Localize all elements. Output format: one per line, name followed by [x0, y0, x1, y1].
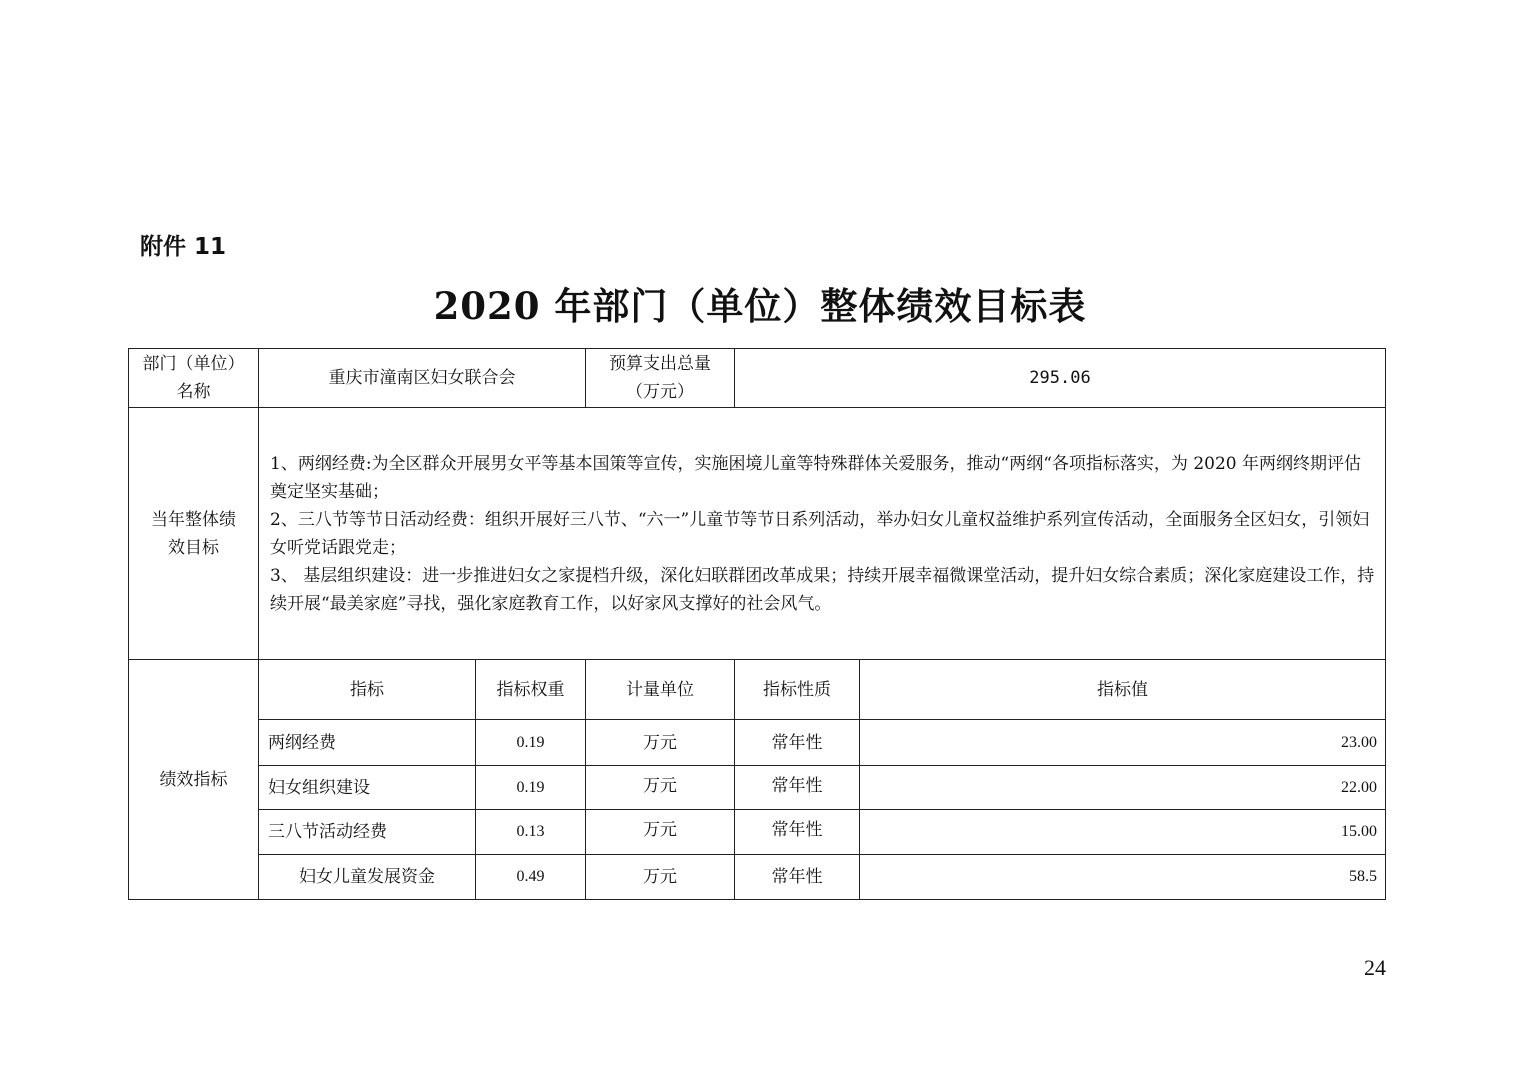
indicator-name: 两纲经费 — [259, 720, 476, 766]
budget-label — [586, 349, 735, 408]
indicator-unit: 万元 — [586, 720, 735, 766]
indicator-weight: 0.19 — [476, 766, 586, 810]
table-row — [129, 855, 1386, 900]
dept-label-line1: 部门（单位） — [142, 354, 245, 374]
goal-item-2: 2、三八节等节日活动经费：组织开展好三八节、“六一”儿童节等节日系列活动，举办妇女儿童权益维护系列宣传活动，全面服务全区妇女，引领妇女听党话跟党走； — [270, 509, 1370, 558]
indicators-section-label: 绩效指标 — [129, 660, 259, 900]
indicator-weight: 0.13 — [476, 810, 586, 855]
budget-label-line2: （万元） — [626, 382, 694, 402]
attachment-label: 附件 11 — [140, 234, 227, 260]
document-title: 2020 年部门（单位）整体绩效目标表 — [433, 284, 1087, 328]
budget-value — [735, 349, 1386, 408]
goals-label-line2: 效目标 — [168, 537, 219, 558]
indicator-value: 58.5 — [860, 855, 1386, 900]
indicator-nature: 常年性 — [735, 855, 860, 900]
performance-table — [128, 348, 1386, 900]
header-row — [129, 349, 1386, 408]
goals-text — [259, 408, 1386, 660]
indicator-unit: 万元 — [586, 810, 735, 855]
col-header-unit: 计量单位 — [586, 660, 735, 720]
dept-name-value: 重庆市潼南区妇女联合会 — [259, 349, 586, 408]
page-number: 24 — [1364, 955, 1386, 980]
indicator-unit: 万元 — [586, 766, 735, 810]
table-row — [129, 766, 1386, 810]
col-header-weight: 指标权重 — [476, 660, 586, 720]
goals-row — [129, 408, 1386, 660]
table-row — [129, 720, 1386, 766]
indicator-name: 三八节活动经费 — [259, 810, 476, 855]
indicator-weight: 0.19 — [476, 720, 586, 766]
budget-value-text: 295.06 — [1029, 368, 1091, 388]
col-header-value: 指标值 — [860, 660, 1386, 720]
indicator-header-row — [129, 660, 1386, 720]
indicator-name: 妇女组织建设 — [259, 766, 476, 810]
table-row — [129, 810, 1386, 855]
goal-item-1: 1、两纲经费:为全区群众开展男女平等基本国策等宣传，实施困境儿童等特殊群体关爱服务，推动“两纲“各项指标落实，为 2020 年两纲终期评估奠定坚实基础； — [270, 453, 1361, 502]
indicator-value: 23.00 — [860, 720, 1386, 766]
col-header-indicator: 指标 — [259, 660, 476, 720]
col-header-nature: 指标性质 — [735, 660, 860, 720]
indicator-nature: 常年性 — [735, 810, 860, 855]
goal-item-3: 3、 基层组织建设：进一步推进妇女之家提档升级，深化妇联群团改革成果；持续开展幸福微课堂活动，提升妇女综合素质；深化家庭建设工作，持续开展“最美家庭”寻找，强化家庭教育工作，以好家风支撑好的社会风气。 — [270, 565, 1375, 614]
goals-label-line1: 当年整体绩 — [151, 509, 236, 530]
budget-label-line1: 预算支出总量 — [609, 354, 711, 374]
indicator-name: 妇女儿童发展资金 — [259, 855, 476, 900]
indicator-unit: 万元 — [586, 855, 735, 900]
indicator-weight: 0.49 — [476, 855, 586, 900]
indicator-nature: 常年性 — [735, 720, 860, 766]
dept-label-line2: 名称 — [176, 382, 211, 402]
dept-name-label — [129, 349, 259, 408]
indicator-value: 22.00 — [860, 766, 1386, 810]
goals-label — [129, 408, 259, 660]
indicator-nature: 常年性 — [735, 766, 860, 810]
indicator-value: 15.00 — [860, 810, 1386, 855]
